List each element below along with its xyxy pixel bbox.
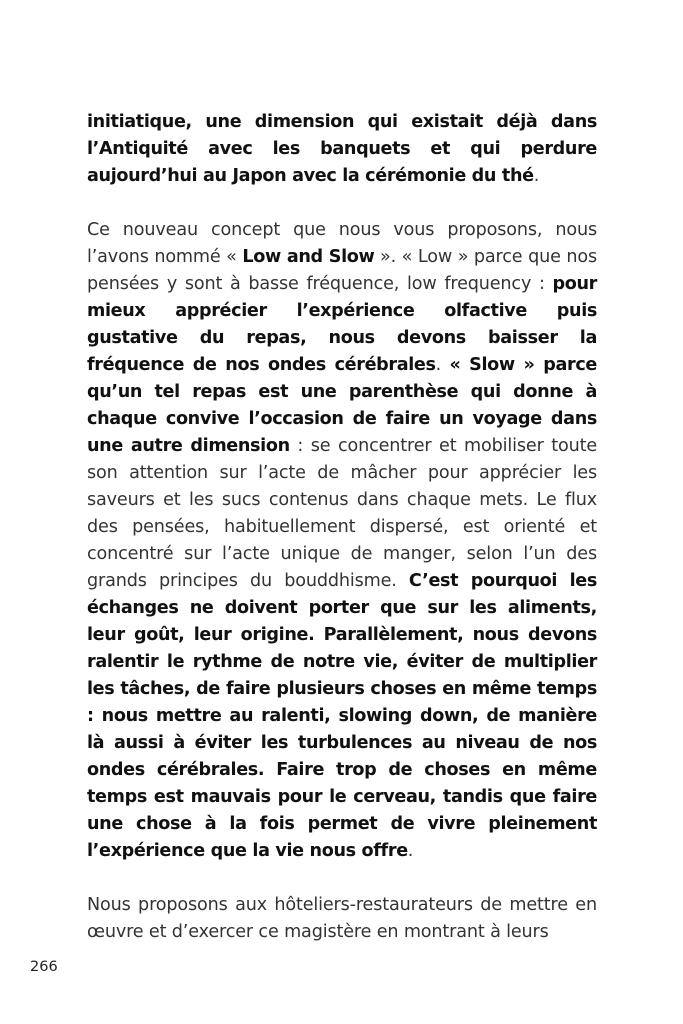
paragraph-3 bbox=[87, 892, 597, 946]
text-run: pour mieux apprécier l’expérience olfactive puis gustative du repas, nous devons baisser la fréquence de nos ondes cérébrales bbox=[87, 274, 597, 375]
paragraph-1 bbox=[87, 109, 597, 190]
paragraph-2 bbox=[87, 217, 597, 865]
text-run: Ce nouveau concept que nous vous proposons, nous l’avons nommé « bbox=[87, 220, 597, 267]
text-run: « Slow » parce qu’un tel repas est une parenthèse qui donne à chaque convive l’occasion de faire un voyage dans une autre dimension bbox=[87, 355, 597, 456]
text-run: . bbox=[407, 841, 414, 861]
text-run: . bbox=[435, 355, 450, 375]
text-run: initiatique, une dimension qui existait déjà dans l’Antiquité avec les banquets et qui perdure aujourd’hui au Japon avec la cérémonie du thé bbox=[87, 112, 597, 186]
text-run: C’est pourquoi les échanges ne doivent porter que sur les aliments, leur goût, leur origine. Parallèlement, nous devons ralentir le rythme de notre vie, éviter de multiplier les tâches, de faire plusieurs choses en même temps : nous mettre au ralenti, slowing down, de manière là aussi à éviter les turbulences au niveau de nos ondes cérébrales. Faire trop de choses en même temps est mauvais pour le cerveau, tandis que faire une chose à la fois permet de vivre pleinement l’expérience que la vie nous offre bbox=[87, 571, 597, 861]
text-run: : se concentrer et mobiliser toute son attention sur l’acte de mâcher pour apprécier les saveurs et les sucs contenus dans chaque mets. Le flux des pensées, habituellement dispersé, est orienté et concentré sur l’acte unique de manger, selon l’un des grands principes du bouddhisme. bbox=[87, 436, 597, 591]
text-run: Low and Slow bbox=[242, 247, 375, 267]
text-run: ». « Low » parce que nos pensées y sont à basse fréquence, low frequency : bbox=[87, 247, 597, 294]
page-number: 266 bbox=[30, 959, 58, 975]
page-body bbox=[87, 109, 597, 946]
text-run: Nous proposons aux hôteliers-restaurateurs de mettre en œuvre et d’exercer ce magistère en montrant à leurs bbox=[87, 895, 597, 942]
text-run: . bbox=[533, 166, 540, 186]
